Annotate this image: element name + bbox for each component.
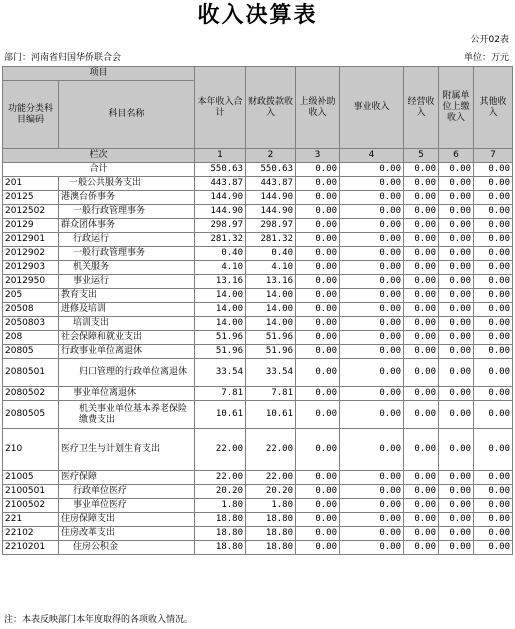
row-value: 0.00: [296, 317, 340, 331]
row-value: 0.00: [404, 247, 439, 261]
header-subject-name: 科目名称: [59, 81, 195, 149]
row-value: 0.00: [474, 499, 513, 513]
header-func-code: 功能分类科目编码: [3, 81, 59, 149]
row-name: 住房保障支出: [59, 513, 195, 527]
row-value: 0.00: [404, 499, 439, 513]
row-name: 教育支出: [59, 289, 195, 303]
row-name: 住房改革支出: [59, 527, 195, 541]
row-value: 0.00: [439, 261, 474, 275]
row-value: 0.00: [439, 275, 474, 289]
row-value: 51.96: [246, 331, 296, 345]
row-value: 0.00: [340, 177, 404, 191]
row-value: 298.97: [195, 219, 246, 233]
row-value: 0.00: [404, 289, 439, 303]
row-value: 1.80: [195, 499, 246, 513]
row-value: 18.80: [195, 513, 246, 527]
row-code: 2080501: [3, 359, 59, 387]
row-value: 0.00: [439, 401, 474, 429]
row-value: 0.00: [340, 485, 404, 499]
row-name: 归口管理的行政单位离退休: [59, 359, 195, 387]
table-row: [3, 541, 513, 555]
row-code: 21005: [3, 471, 59, 485]
row-value: 0.00: [439, 541, 474, 555]
header-fiscal: 财政拨款收入: [246, 67, 296, 149]
row-value: 22.00: [246, 471, 296, 485]
row-value: 51.96: [195, 331, 246, 345]
row-name: 一般行政管理事务: [59, 205, 195, 219]
row-name: 事业单位医疗: [59, 499, 195, 513]
row-value: 0.00: [296, 401, 340, 429]
row-name: 社会保障和就业支出: [59, 331, 195, 345]
row-name: 行政事业单位离退休: [59, 345, 195, 359]
row-value: 22.00: [195, 471, 246, 485]
row-value: 281.32: [246, 233, 296, 247]
row-value: 0.00: [474, 247, 513, 261]
row-value: 0.00: [474, 233, 513, 247]
row-value: 0.00: [439, 233, 474, 247]
row-value: 0.00: [474, 289, 513, 303]
row-code: 2012903: [3, 261, 59, 275]
row-value: 0.00: [340, 359, 404, 387]
row-value: 0.00: [474, 541, 513, 555]
row-code: 205: [3, 289, 59, 303]
row-value: 0.00: [296, 485, 340, 499]
row-value: 0.00: [296, 205, 340, 219]
table-row: [3, 233, 513, 247]
row-value: 10.61: [246, 401, 296, 429]
row-value: 0.00: [474, 471, 513, 485]
row-code: 2080502: [3, 387, 59, 401]
col-num: 6: [439, 149, 474, 163]
row-value: 0.00: [296, 233, 340, 247]
row-name: 医疗保障: [59, 471, 195, 485]
table-row: [3, 471, 513, 485]
row-code: 20805: [3, 345, 59, 359]
footnote: 注：本表反映部门本年度取得的各项收入情况。: [4, 615, 194, 625]
row-value: 0.00: [439, 387, 474, 401]
row-value: 0.00: [340, 541, 404, 555]
row-value: 0.00: [296, 513, 340, 527]
table-row: [3, 401, 513, 429]
row-value: 18.80: [195, 527, 246, 541]
table-row: [3, 359, 513, 387]
row-value: 13.16: [195, 275, 246, 289]
row-value: 0.00: [404, 345, 439, 359]
row-value: 0.00: [404, 513, 439, 527]
row-value: 0.00: [296, 191, 340, 205]
table-row: [3, 513, 513, 527]
row-value: 0.00: [474, 331, 513, 345]
header-operating: 经营收入: [404, 67, 439, 149]
table-row: [3, 499, 513, 513]
row-value: 0.00: [439, 205, 474, 219]
row-value: 0.00: [439, 499, 474, 513]
row-name: 进修及培训: [59, 303, 195, 317]
row-code: 2210201: [3, 541, 59, 555]
row-code: 2080505: [3, 401, 59, 429]
row-value: 0.00: [474, 359, 513, 387]
row-value: 0.00: [474, 275, 513, 289]
header-affiliated: 附属单位上缴收入: [439, 67, 474, 149]
row-value: 22.00: [246, 429, 296, 471]
header-subsidy: 上级补助收入: [296, 67, 340, 149]
row-value: 14.00: [246, 289, 296, 303]
row-value: 0.00: [340, 471, 404, 485]
row-value: 0.00: [439, 485, 474, 499]
row-value: 0.00: [296, 471, 340, 485]
row-value: 0.00: [474, 429, 513, 471]
table-row: [3, 485, 513, 499]
row-code: 20129: [3, 219, 59, 233]
row-code: 2012502: [3, 205, 59, 219]
row-value: 13.16: [246, 275, 296, 289]
row-value: 0.00: [439, 247, 474, 261]
row-code: 2012950: [3, 275, 59, 289]
row-value: 0.00: [474, 205, 513, 219]
row-value: 0.00: [340, 275, 404, 289]
row-value: 0.00: [404, 429, 439, 471]
row-code: 2100502: [3, 499, 59, 513]
row-value: 0.00: [474, 317, 513, 331]
row-value: 0.00: [404, 387, 439, 401]
table-row: [3, 331, 513, 345]
table-row: [3, 177, 513, 191]
row-value: 4.10: [195, 261, 246, 275]
row-value: 0.00: [340, 317, 404, 331]
row-value: 0.00: [296, 345, 340, 359]
col-num: 3: [296, 149, 340, 163]
row-name: 一般公共服务支出: [59, 177, 195, 191]
row-value: 0.00: [296, 177, 340, 191]
row-value: 7.81: [195, 387, 246, 401]
row-code: 20125: [3, 191, 59, 205]
table-row: [3, 205, 513, 219]
row-value: 20.20: [195, 485, 246, 499]
row-value: 0.00: [340, 303, 404, 317]
row-value: 0.00: [474, 401, 513, 429]
row-code: 2100501: [3, 485, 59, 499]
row-value: 0.00: [404, 317, 439, 331]
row-value: 0.00: [296, 331, 340, 345]
row-code: 2012902: [3, 247, 59, 261]
summary-value: 550.63: [246, 163, 296, 177]
row-value: 0.00: [340, 247, 404, 261]
row-value: 0.00: [340, 289, 404, 303]
row-value: 0.00: [439, 191, 474, 205]
row-code: 2050803: [3, 317, 59, 331]
row-value: 18.80: [195, 541, 246, 555]
row-name: 事业单位离退休: [59, 387, 195, 401]
summary-value: 0.00: [340, 163, 404, 177]
table-row: [3, 429, 513, 471]
row-value: 20.20: [246, 485, 296, 499]
row-value: 0.00: [404, 527, 439, 541]
row-code: 22102: [3, 527, 59, 541]
row-name: 机关事业单位基本养老保险缴费支出: [59, 401, 195, 429]
row-value: 0.00: [404, 177, 439, 191]
row-value: 33.54: [195, 359, 246, 387]
col-num: 4: [340, 149, 404, 163]
row-value: 144.90: [246, 205, 296, 219]
row-value: 0.00: [296, 303, 340, 317]
row-value: 0.00: [439, 317, 474, 331]
row-value: 14.00: [195, 289, 246, 303]
row-value: 0.00: [340, 191, 404, 205]
table-body: [3, 163, 513, 555]
row-value: 4.10: [246, 261, 296, 275]
header-project: 项目: [3, 67, 195, 81]
row-name: 港澳台侨事务: [59, 191, 195, 205]
row-value: 298.97: [246, 219, 296, 233]
row-value: 0.00: [340, 331, 404, 345]
row-value: 0.00: [296, 219, 340, 233]
row-value: 0.00: [474, 261, 513, 275]
row-value: 0.00: [340, 345, 404, 359]
row-value: 0.00: [340, 527, 404, 541]
row-code: 208: [3, 331, 59, 345]
row-value: 0.00: [439, 331, 474, 345]
summary-value: 550.63: [195, 163, 246, 177]
row-value: 0.00: [439, 345, 474, 359]
row-name: 培训支出: [59, 317, 195, 331]
row-value: 0.00: [439, 177, 474, 191]
col-num: 2: [246, 149, 296, 163]
table-row: [3, 387, 513, 401]
unit-label: 单位：万元: [463, 53, 509, 63]
row-value: 0.00: [474, 485, 513, 499]
table-row: [3, 219, 513, 233]
row-value: 0.00: [296, 541, 340, 555]
row-value: 0.00: [404, 191, 439, 205]
row-name: 事业运行: [59, 275, 195, 289]
row-value: 0.00: [340, 429, 404, 471]
row-value: 0.00: [474, 191, 513, 205]
row-value: 0.00: [296, 247, 340, 261]
row-value: 0.00: [296, 527, 340, 541]
row-value: 0.00: [404, 205, 439, 219]
row-value: 0.00: [340, 401, 404, 429]
row-value: 51.96: [246, 345, 296, 359]
row-name: 行政运行: [59, 233, 195, 247]
row-value: 0.00: [404, 275, 439, 289]
row-value: 0.00: [296, 429, 340, 471]
row-value: 0.00: [296, 499, 340, 513]
table-row: [3, 247, 513, 261]
row-value: 0.00: [404, 331, 439, 345]
row-value: 14.00: [195, 303, 246, 317]
page-title: 收入决算表: [197, 3, 318, 28]
row-value: 0.00: [340, 387, 404, 401]
table-row: [3, 317, 513, 331]
row-code: 221: [3, 513, 59, 527]
summary-value: 0.00: [474, 163, 513, 177]
row-value: 0.00: [474, 527, 513, 541]
row-code: 201: [3, 177, 59, 191]
row-value: 14.00: [195, 317, 246, 331]
row-value: 33.54: [246, 359, 296, 387]
row-value: 18.80: [246, 541, 296, 555]
row-name: 行政单位医疗: [59, 485, 195, 499]
row-value: 144.90: [195, 205, 246, 219]
header-business: 事业收入: [340, 67, 404, 149]
summary-label: 合计: [3, 163, 195, 177]
row-value: 14.00: [246, 317, 296, 331]
row-value: 0.00: [439, 471, 474, 485]
row-value: 18.80: [246, 527, 296, 541]
summary-row: [3, 163, 513, 177]
row-value: 7.81: [246, 387, 296, 401]
table-row: [3, 345, 513, 359]
summary-value: 0.00: [404, 163, 439, 177]
col-num: 5: [404, 149, 439, 163]
row-value: 0.00: [474, 303, 513, 317]
row-value: 0.00: [340, 219, 404, 233]
row-value: 0.00: [404, 359, 439, 387]
row-value: 1.80: [246, 499, 296, 513]
row-value: 51.96: [195, 345, 246, 359]
row-value: 10.61: [195, 401, 246, 429]
row-value: 0.00: [439, 219, 474, 233]
row-value: 0.00: [296, 275, 340, 289]
row-value: 22.00: [195, 429, 246, 471]
row-value: 0.40: [195, 247, 246, 261]
form-number: 公开02表: [470, 35, 509, 45]
row-value: 0.00: [474, 345, 513, 359]
row-value: 0.00: [340, 205, 404, 219]
row-value: 0.00: [404, 261, 439, 275]
row-value: 14.00: [246, 303, 296, 317]
header-col-label: 栏次: [3, 149, 195, 163]
row-value: 0.00: [296, 261, 340, 275]
header-total: 本年收入合计: [195, 67, 246, 149]
row-value: 0.00: [340, 513, 404, 527]
table-row: [3, 191, 513, 205]
summary-value: 0.00: [296, 163, 340, 177]
row-value: 0.00: [404, 471, 439, 485]
row-value: 281.32: [195, 233, 246, 247]
row-value: 0.00: [439, 513, 474, 527]
row-value: 0.00: [296, 289, 340, 303]
row-value: 0.00: [340, 261, 404, 275]
row-value: 0.00: [404, 401, 439, 429]
row-value: 0.00: [404, 485, 439, 499]
row-value: 0.00: [474, 387, 513, 401]
row-value: 0.00: [404, 541, 439, 555]
row-value: 18.80: [246, 513, 296, 527]
summary-value: 0.00: [439, 163, 474, 177]
row-name: 群众团体事务: [59, 219, 195, 233]
row-value: 443.87: [195, 177, 246, 191]
table-row: [3, 275, 513, 289]
row-value: 144.90: [195, 191, 246, 205]
row-value: 0.00: [474, 513, 513, 527]
row-value: 0.00: [474, 219, 513, 233]
table-row: [3, 289, 513, 303]
row-code: 20508: [3, 303, 59, 317]
row-value: 0.40: [246, 247, 296, 261]
row-value: 0.00: [296, 387, 340, 401]
row-value: 0.00: [439, 429, 474, 471]
row-value: 0.00: [404, 233, 439, 247]
row-value: 0.00: [439, 303, 474, 317]
row-value: 0.00: [340, 233, 404, 247]
row-name: 住房公积金: [59, 541, 195, 555]
table-row: [3, 261, 513, 275]
row-value: 0.00: [439, 289, 474, 303]
row-value: 0.00: [474, 177, 513, 191]
row-code: 2012901: [3, 233, 59, 247]
row-value: 0.00: [340, 499, 404, 513]
row-value: 0.00: [404, 303, 439, 317]
row-name: 机关服务: [59, 261, 195, 275]
row-name: 医疗卫生与计划生育支出: [59, 429, 195, 471]
header-other: 其他收入: [474, 67, 513, 149]
row-value: 144.90: [246, 191, 296, 205]
table-row: [3, 303, 513, 317]
row-value: 0.00: [439, 527, 474, 541]
row-code: 210: [3, 429, 59, 471]
row-name: 一般行政管理事务: [59, 247, 195, 261]
department-label: 部门：河南省归国华侨联合会: [4, 53, 122, 63]
row-value: 443.87: [246, 177, 296, 191]
row-value: 0.00: [439, 359, 474, 387]
row-value: 0.00: [404, 219, 439, 233]
income-table: [2, 66, 513, 555]
col-num: 1: [195, 149, 246, 163]
row-value: 0.00: [296, 359, 340, 387]
table-row: [3, 527, 513, 541]
col-num: 7: [474, 149, 513, 163]
